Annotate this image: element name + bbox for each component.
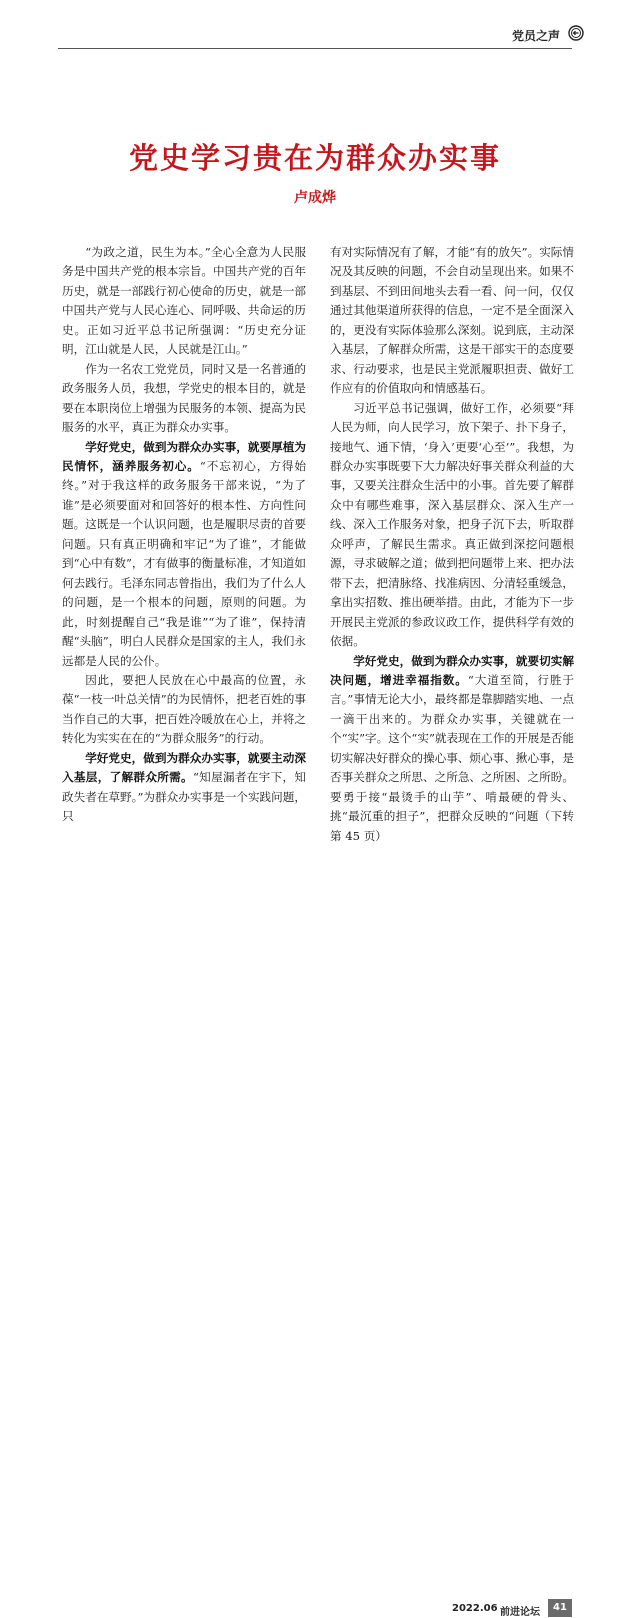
- left-column: [62, 243, 306, 827]
- page-footer: [0, 796, 630, 1618]
- paragraph: 作为一名农工党党员，同时又是一名普通的政务服务人员，我想，学党史的根本目的，就是要在本职岗位上增强为民服务的本领、提高为民服务的水平，真正为群众办实事。: [62, 361, 306, 435]
- circle-arrow-icon: [568, 25, 584, 41]
- magazine-name: 前进论坛: [500, 1607, 540, 1618]
- paragraph: 学好党史，做到为群众办实事，就要切实解决问题，增进幸福指数。“大道至简，行胜于言。”事情无论大小，最终都是靠脚踏实地、一点一滴干出来的。为群众办实事，关键就在一个“实”字。这个“实”就表现在工作的开展是否能切实解决好群众的操心事、烦心事、揪心事，是否事关群众之所思、之所急、之所困、之所盼。要勇于接“最烫手的山芋”、啃最硬的骨头、挑“最沉重的担子”，把群众反映的“问题（下转第 45 页）: [330, 653, 574, 843]
- paragraph: 因此，要把人民放在心中最高的位置，永葆“一枝一叶总关情”的为民情怀，把老百姓的事当作自己的大事，把百姓冷暖放在心上，并将之转化为实实在在的“为群众服务”的行动。: [62, 672, 306, 746]
- paragraph: 学好党史，做到为群众办实事，就要主动深入基层，了解群众所需。“知屋漏者在宇下，知政失者在草野。”为群众办实事是一个实践问题，只: [62, 750, 306, 824]
- paragraph: 习近平总书记强调，做好工作，必须要“拜人民为师，向人民学习，放下架子、扑下身子，接地气、通下情，‘身入’更要‘心至’”。我想，为群众办实事既要下大力解决好事关群众利益的大事，又要关注群众生活中的小事。首先要了解群众中有哪些难事，深入基层群众、深入生产一线、深入工作服务对象，把身子沉下去，听取群众呼声，了解民生需求。真正做到深挖问题根源，寻求破解之道；做到把问题带上来、把办法带下去，把清脉络、找准病因、分清轻重缓急，拿出实招数、推出硬举措。由此，才能为下一步开展民主党派的参政议政工作，提供科学有效的依据。: [330, 400, 574, 649]
- article-title: 党史学习贵在为群众办实事: [128, 141, 501, 175]
- section-label: 党员之声: [511, 29, 560, 43]
- paragraph: 学好党史，做到为群众办实事，就要厚植为民情怀，涵养服务初心。“不忘初心，方得始终。”对于我这样的政务服务干部来说，“为了谁”是必须要面对和回答好的根本性、方向性问题。这既是一个认识问题，也是履职尽责的首要问题。只有真正明确和牢记“为了谁”，才能做到“心中有数”，才有做事的衡量标准，才知道如何去践行。毛泽东同志曾指出，我们为了什么人的问题，是一个根本的问题，原则的问题。为此，时刻提醒自己“我是谁”“为了谁”，保持清醒“头脑”，明白人民群众是国家的主人，我们永远都是人民的公仆。: [62, 439, 306, 668]
- header-divider: [58, 48, 572, 49]
- right-column: [330, 243, 574, 846]
- paragraph-lead: 学好党史，做到为群众办实事，就要厚植为民情怀，涵养服务初心。: [62, 439, 306, 473]
- issue-date: 2022.06: [452, 1603, 498, 1614]
- paragraph-lead: 学好党史，做到为群众办实事，就要主动深入基层，了解群众所需。: [62, 750, 306, 785]
- paragraph: “为政之道，民生为本。”全心全意为人民服务是中国共产党的根本宗旨。中国共产党的百年历史，就是一部践行初心使命的历史，就是一部中国共产党与人民心连心、同呼吸、共命运的历史。正如习近平总书记所强调：“历史充分证明，江山就是人民，人民就是江山。”: [62, 245, 306, 357]
- article-author: 卢成烨: [294, 190, 336, 206]
- page-number: 41: [548, 1599, 572, 1617]
- paragraph-lead: 学好党史，做到为群众办实事，就要切实解决问题，增进幸福指数。: [330, 653, 574, 687]
- page-header: [0, 0, 630, 56]
- paragraph: 有对实际情况有了解，才能“有的放矢”。实际情况及其反映的问题，不会自动呈现出来。如果不到基层、不到田间地头去看一看、问一问，仅仅通过其他渠道所获得的信息，一定不是全面深入的，更没有实际体验那么深刻。说到底，主动深入基层，了解群众所需，这是干部实干的态度要求、行动要求，也是民主党派履职担责、做好工作应有的价值取向和情感基石。: [330, 245, 574, 396]
